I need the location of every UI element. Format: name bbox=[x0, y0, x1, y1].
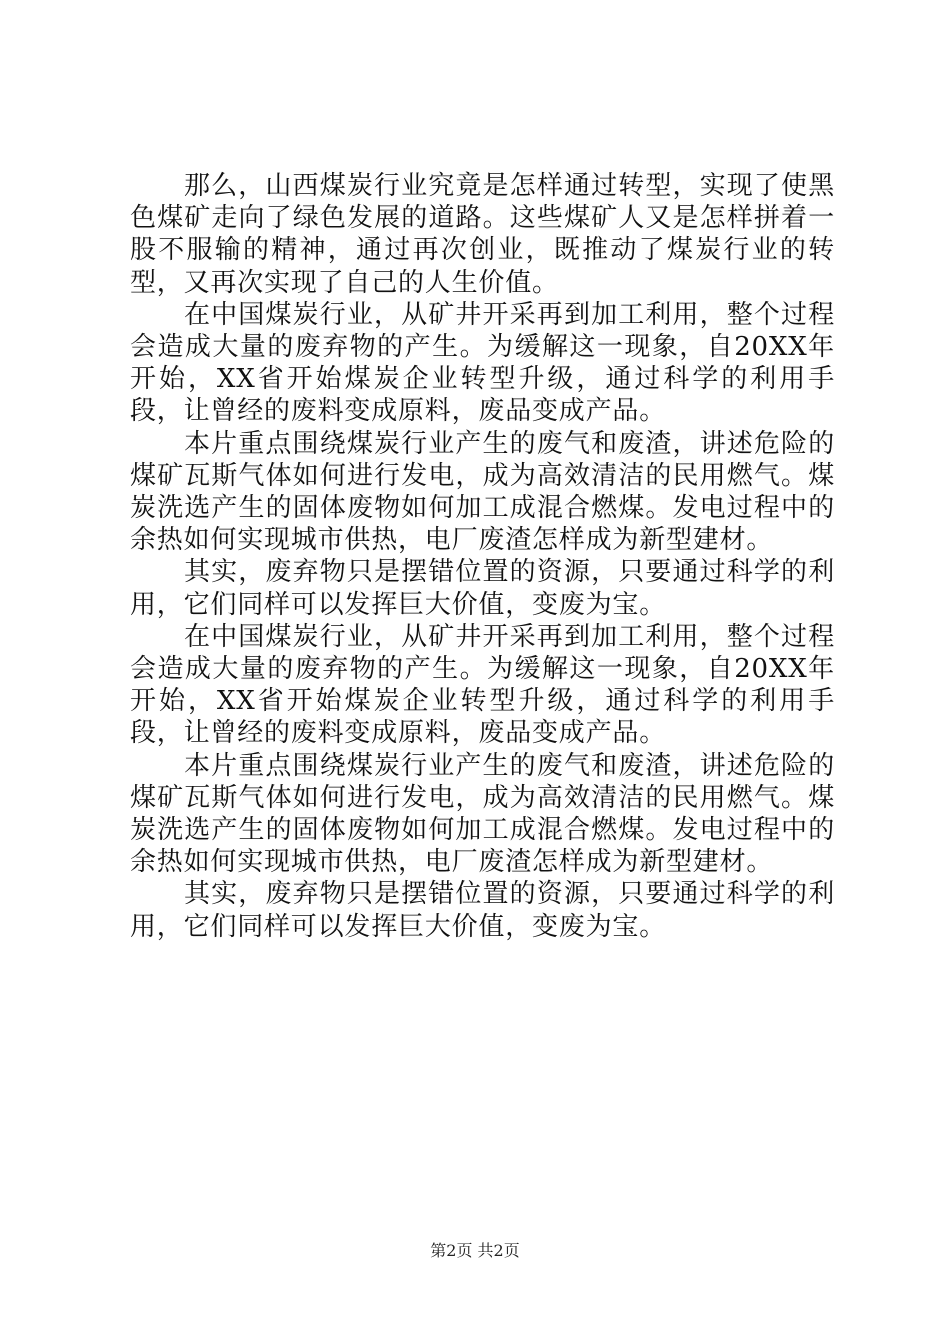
paragraph-7: 其实，废弃物只是摆错位置的资源，只要通过科学的利用，它们同样可以发挥巨大价值，变废为宝。 bbox=[130, 879, 835, 942]
paragraph-3: 本片重点围绕煤炭行业产生的废气和废渣，讲述危险的煤矿瓦斯气体如何进行发电，成为高效清洁的民用燃气。煤炭洗选产生的固体废物如何加工成混合燃煤。发电过程中的余热如何实现城市供热，电厂废渣怎样成为新型建材。 bbox=[130, 428, 835, 556]
page-number-indicator: 第2页 共2页 bbox=[430, 1241, 520, 1260]
page-footer bbox=[0, 1241, 950, 1261]
paragraph-6: 本片重点围绕煤炭行业产生的废气和废渣，讲述危险的煤矿瓦斯气体如何进行发电，成为高效清洁的民用燃气。煤炭洗选产生的固体废物如何加工成混合燃煤。发电过程中的余热如何实现城市供热，电厂废渣怎样成为新型建材。 bbox=[130, 750, 835, 878]
document-body bbox=[130, 170, 835, 943]
paragraph-1: 那么，山西煤炭行业究竟是怎样通过转型，实现了使黑色煤矿走向了绿色发展的道路。这些煤矿人又是怎样拼着一股不服输的精神，通过再次创业，既推动了煤炭行业的转型，又再次实现了自己的人生价值。 bbox=[130, 171, 835, 298]
paragraph-5: 在中国煤炭行业，从矿井开采再到加工利用，整个过程会造成大量的废弃物的产生。为缓解这一现象，自20XX年开始，XX省开始煤炭企业转型升级，通过科学的利用手段，让曾经的废料变成原料，废品变成产品。 bbox=[130, 621, 835, 749]
paragraph-4: 其实，废弃物只是摆错位置的资源，只要通过科学的利用，它们同样可以发挥巨大价值，变废为宝。 bbox=[130, 557, 835, 620]
paragraph-2: 在中国煤炭行业，从矿井开采再到加工利用，整个过程会造成大量的废弃物的产生。为缓解这一现象，自20XX年开始，XX省开始煤炭企业转型升级，通过科学的利用手段，让曾经的废料变成原料，废品变成产品。 bbox=[130, 299, 835, 427]
